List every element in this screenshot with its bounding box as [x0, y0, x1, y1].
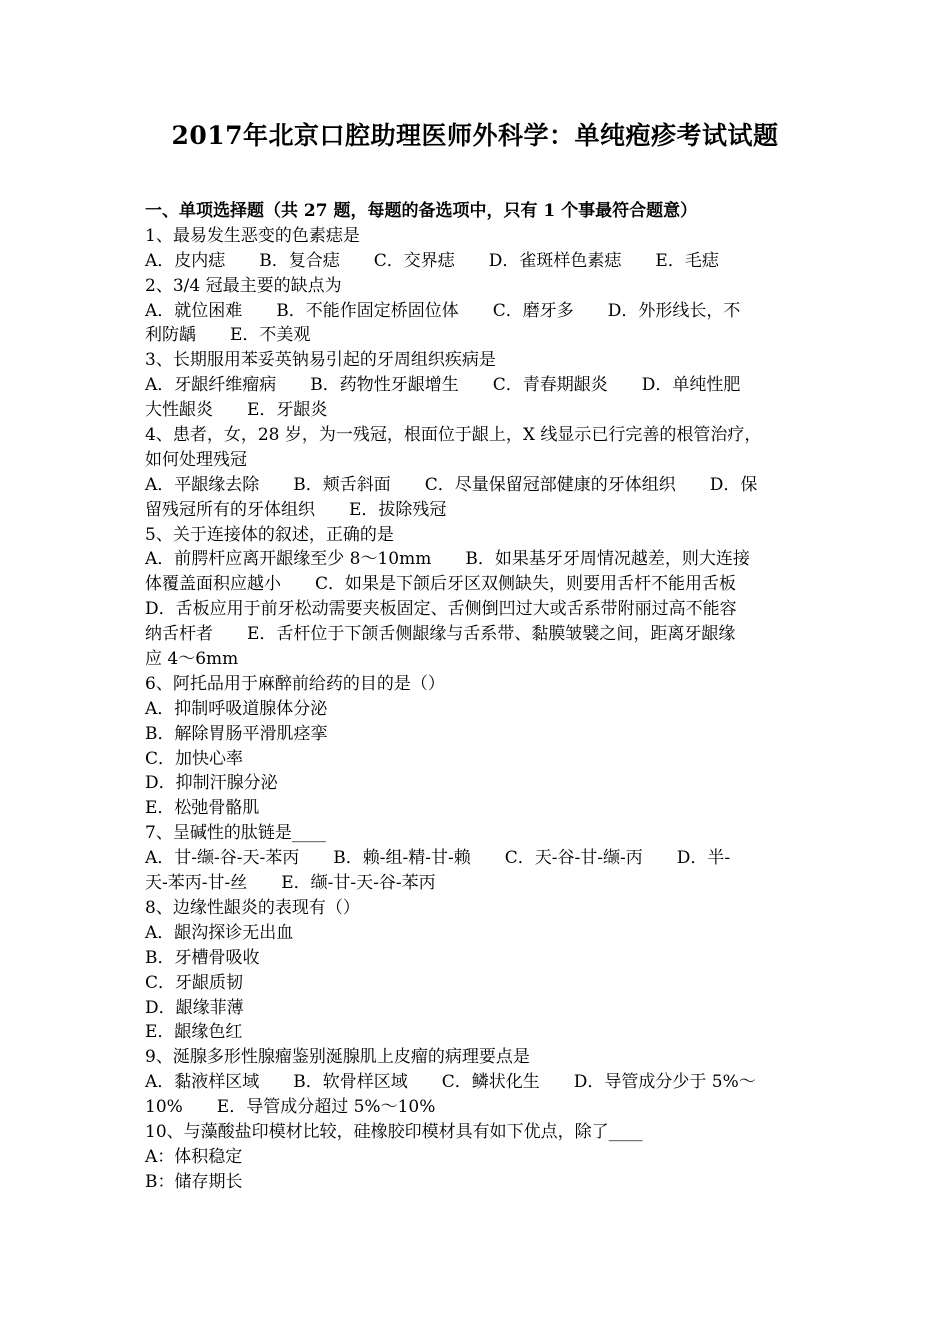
- text-line: 如何处理残冠: [145, 449, 247, 470]
- text-line: 7、呈碱性的肽链是____: [145, 823, 326, 844]
- document-body: [145, 199, 810, 1195]
- text-line: B．牙槽骨吸收: [145, 947, 260, 968]
- text-line: 10、与藻酸盐印模材比较，硅橡胶印模材具有如下优点，除了____: [145, 1121, 643, 1142]
- text-line: A．黏液样区域 B．软骨样区域 C．鳞状化生 D．导管成分少于 5%～: [145, 1072, 756, 1093]
- text-line: A．抑制呼吸道腺体分泌: [145, 698, 328, 719]
- text-line: A．平龈缘去除 B．颊舌斜面 C．尽量保留冠部健康的牙体组织 D．保: [145, 474, 758, 495]
- text-line: C．牙龈质韧: [145, 972, 244, 993]
- text-line: B．解除胃肠平滑肌痉挛: [145, 723, 328, 744]
- text-line: A．龈沟探诊无出血: [145, 922, 294, 943]
- text-line: C．加快心率: [145, 748, 244, 769]
- text-line: 体覆盖面积应越小 C．如果是下颌后牙区双侧缺失，则要用舌杆不能用舌板: [145, 574, 737, 595]
- text-line: A：体积稳定: [145, 1146, 243, 1167]
- text-line: 留残冠所有的牙体组织 E．拔除残冠: [145, 499, 447, 520]
- text-line: 9、涎腺多形性腺瘤鉴别涎腺肌上皮瘤的病理要点是: [145, 1047, 530, 1068]
- text-line: E．松弛骨骼肌: [145, 798, 260, 819]
- document-title: 2017年北京口腔助理医师外科学：单纯疱疹考试试题: [171, 121, 779, 150]
- text-line: E．龈缘色红: [145, 1022, 243, 1043]
- text-line: 4、患者，女，28 岁，为一残冠，根面位于龈上，X 线显示已行完善的根管治疗，: [145, 425, 762, 446]
- text-line: 1、最易发生恶变的色素痣是: [145, 225, 360, 246]
- text-line: A．皮内痣 B．复合痣 C．交界痣 D．雀斑样色素痣 E．毛痣: [145, 250, 719, 271]
- text-line: A．前腭杆应离开龈缘至少 8～10mm B．如果基牙牙周情况越差，则大连接: [145, 549, 750, 570]
- section-heading: 一、单项选择题（共 27 题，每题的备选项中，只有 1 个事最符合题意）: [145, 201, 698, 221]
- text-line: D．舌板应用于前牙松动需要夹板固定、舌侧倒凹过大或舌系带附丽过高不能容: [145, 599, 737, 620]
- text-line: A．就位困难 B．不能作固定桥固位体 C．磨牙多 D．外形线长，不: [145, 300, 741, 321]
- text-line: 利防龋 E．不美观: [145, 325, 311, 346]
- text-line: 天-苯丙-甘-丝 E．缬-甘-天-谷-苯丙: [145, 873, 436, 894]
- text-line: D．抑制汗腺分泌: [145, 773, 278, 794]
- text-line: A．甘-缬-谷-天-苯丙 B．赖-组-精-甘-赖 C．天-谷-甘-缬-丙 D．半-: [145, 848, 731, 869]
- text-line: 5、关于连接体的叙述，正确的是: [145, 524, 394, 545]
- text-line: 3、长期服用苯妥英钠易引起的牙周组织疾病是: [145, 350, 496, 371]
- text-line: 大性龈炎 E．牙龈炎: [145, 400, 328, 421]
- text-line: 纳舌杆者 E．舌杆位于下颌舌侧龈缘与舌系带、黏膜皱襞之间，距离牙龈缘: [145, 624, 736, 645]
- text-line: 10% E．导管成分超过 5%～10%: [145, 1097, 436, 1118]
- text-line: B：储存期长: [145, 1171, 243, 1192]
- text-line: D．龈缘菲薄: [145, 997, 244, 1018]
- text-line: A．牙龈纤维瘤病 B．药物性牙龈增生 C．青春期龈炎 D．单纯性肥: [145, 375, 741, 396]
- text-line: 6、阿托品用于麻醉前给药的目的是（）: [145, 673, 445, 694]
- text-line: 2、3/4 冠最主要的缺点为: [145, 275, 342, 296]
- text-line: 应 4～6mm: [145, 649, 239, 670]
- text-line: 8、边缘性龈炎的表现有（）: [145, 897, 360, 918]
